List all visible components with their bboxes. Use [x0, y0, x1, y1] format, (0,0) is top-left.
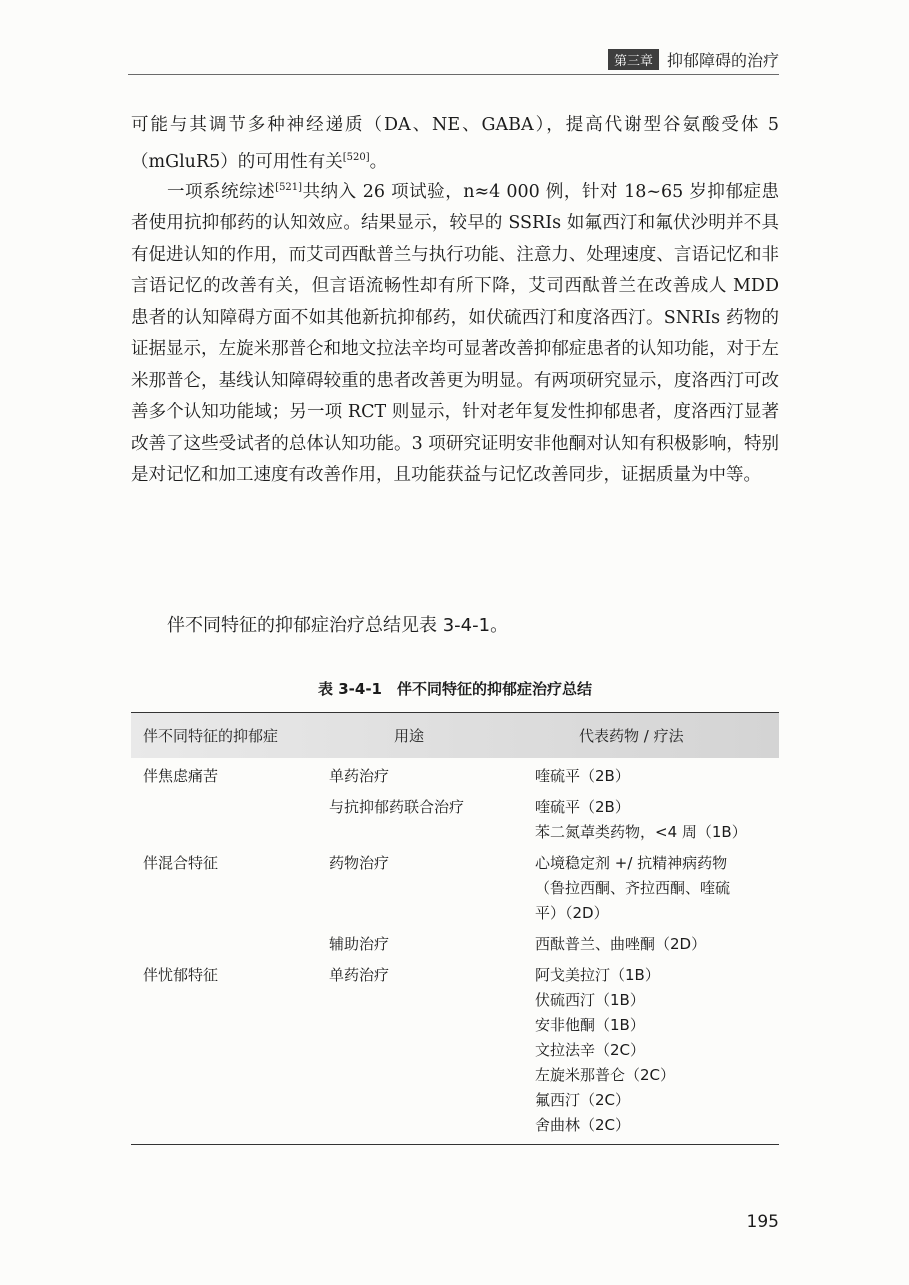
cell-feature [131, 795, 319, 845]
chapter-badge: 第三章 [608, 49, 659, 70]
table-body [131, 758, 779, 1144]
drug-item: 左旋米那普仑（2C） [535, 1066, 676, 1084]
cell-use: 辅助治疗 [329, 935, 390, 953]
cell-drugs [519, 963, 779, 1138]
cell-feature: 伴忧郁特征 [143, 966, 219, 984]
drug-item: 氟西汀（2C） [535, 1091, 631, 1109]
running-header [608, 47, 779, 71]
paragraph-3: 伴不同特征的抑郁症治疗总结见表 3-4-1。 [167, 615, 509, 636]
cell-use: 单药治疗 [329, 767, 390, 785]
drug-item: 文拉法辛（2C） [535, 1041, 646, 1059]
table-row [131, 932, 779, 957]
table-row [131, 764, 779, 789]
paragraph-2-body: 共纳入 26 项试验，n≈4 000 例，针对 18~65 岁抑郁症患者使用抗抑郁药的认知效应。结果显示，较早的 SSRIs 如氟西汀和氟伏沙明并不具有促进认知的作用，而艾司西酞普兰与执行功能、注意力、处理速度、言语记忆和非言语记忆的改善有关，但言语流畅性却有所下降，艾司西酞普兰在改善成人 MDD 患者的认知障碍方面不如其他新抗抑郁药，如伏硫西汀和度洛西汀。SNRIs 药物的证据显示，左旋米那普仑和地文拉法辛均可显著改善抑郁症患者的认知功能，对于左米那普仑，基线认知障碍较重的患者改善更为明显。有两项研究显示，度洛西汀可改善多个认知功能域；另一项 RCT 则显示，针对老年复发性抑郁患者，度洛西汀显著改善了这些受试者的总体认知功能。3 项研究证明安非他酮对认知有积极影响，特别是对记忆和加工速度有改善作用，且功能获益与记忆改善同步，证据质量为中等。 [131, 181, 780, 486]
table-row [131, 795, 779, 845]
cell-feature: 伴焦虑痛苦 [143, 767, 219, 785]
paragraph-2-lead: 一项系统综述 [167, 181, 276, 202]
citation-520: [520] [342, 151, 370, 163]
cell-use: 单药治疗 [329, 966, 390, 984]
header-drugs: 代表药物 / 疗法 [579, 727, 684, 745]
cell-use: 药物治疗 [329, 854, 390, 872]
drug-item: 心境稳定剂 +/ 抗精神病药物 [535, 854, 728, 872]
header-feature: 伴不同特征的抑郁症 [143, 727, 279, 745]
table-row [131, 963, 779, 1138]
table-header-row [131, 713, 779, 758]
drug-item: （鲁拉西酮、齐拉西酮、喹硫 [535, 879, 731, 897]
cell-use: 与抗抑郁药联合治疗 [329, 798, 465, 816]
cell-drugs [519, 932, 779, 957]
paragraph-1 [131, 110, 779, 178]
table-row [131, 851, 779, 926]
drug-item: 平）（2D） [535, 904, 609, 922]
drug-item: 喹硫平（2B） [535, 798, 630, 816]
table-caption: 表 3-4-1 伴不同特征的抑郁症治疗总结 [318, 680, 592, 698]
citation-521: [521] [275, 182, 303, 193]
drug-item: 舍曲林（2C） [535, 1116, 631, 1134]
paragraph-1-tail: 。 [369, 151, 388, 172]
drug-item: 喹硫平（2B） [535, 767, 630, 785]
cell-drugs [519, 764, 779, 789]
paragraph-1-text: 可能与其调节多种神经递质（DA、NE、GABA），提高代谢型谷氨酸受体 5（mGluR5）的可用性有关 [131, 115, 779, 172]
drug-item: 伏硫西汀（1B） [535, 991, 645, 1009]
drug-item: 阿戈美拉汀（1B） [535, 966, 660, 984]
page-number: 195 [746, 1212, 779, 1232]
cell-feature: 伴混合特征 [143, 854, 219, 872]
header-use: 用途 [394, 727, 425, 745]
chapter-title: 抑郁障碍的治疗 [666, 50, 779, 70]
drug-item: 安非他酮（1B） [535, 1016, 645, 1034]
cell-drugs [519, 795, 779, 845]
header-divider [128, 74, 779, 75]
cell-drugs [519, 851, 779, 926]
drug-item: 苯二氮䓬类药物，<4 周（1B） [535, 823, 747, 841]
cell-feature [131, 932, 319, 957]
drug-item: 西酞普兰、曲唑酮（2D） [535, 935, 707, 953]
paragraph-2 [131, 172, 779, 492]
summary-table [131, 712, 779, 1145]
